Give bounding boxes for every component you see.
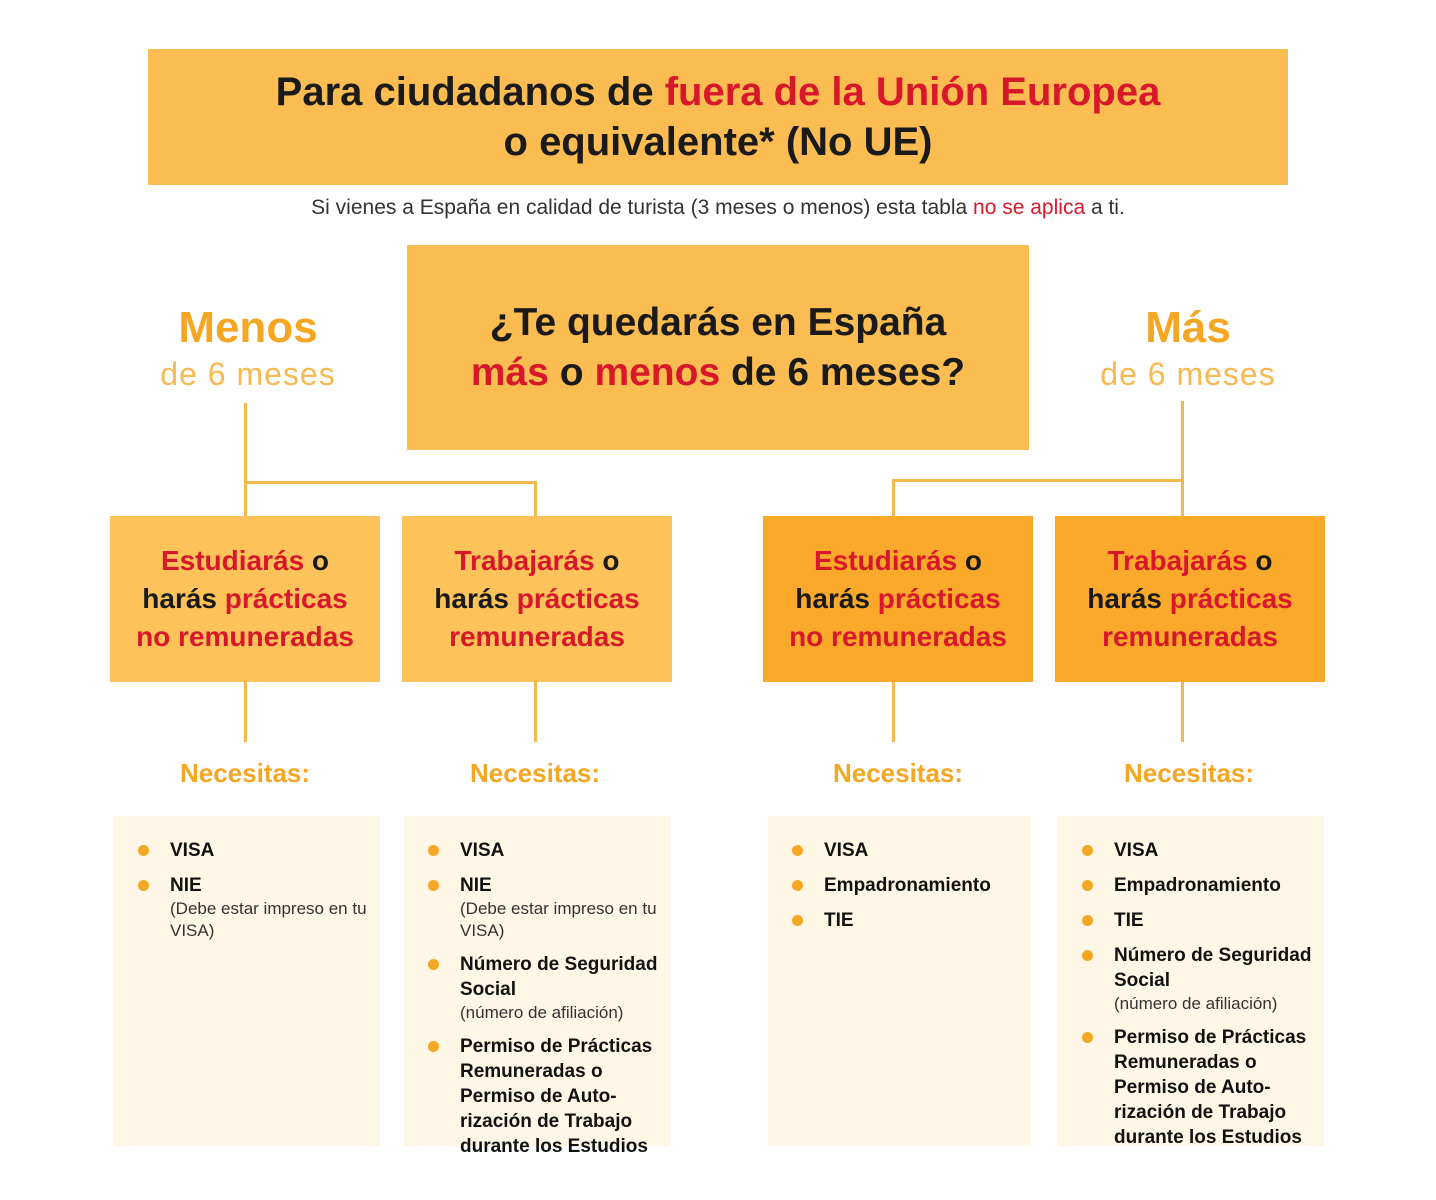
bullet-icon <box>428 880 439 891</box>
choice-tail: no remuneradas <box>136 621 354 652</box>
subtitle-suffix: a ti. <box>1085 196 1125 219</box>
list-item-title: Número de Seguridad Social <box>1114 945 1312 991</box>
choice-practicas: prácticas <box>877 583 1001 614</box>
list-item <box>418 873 660 942</box>
connector-left-horizontal <box>244 481 537 484</box>
choice-tail: remuneradas <box>1102 621 1278 652</box>
requirements-list-study-short <box>114 816 380 1146</box>
header-line-1-prefix: Para ciudadanos de <box>275 70 665 114</box>
choice-box-work-long <box>1055 516 1325 682</box>
list-item-note: (número de afiliación) <box>1114 994 1278 1013</box>
list-item-note: (Debe estar impreso en tu VISA) <box>170 899 367 940</box>
connector-right-drop <box>892 479 895 517</box>
choice-tail: no remuneradas <box>789 621 1007 652</box>
question-line-1: ¿Te quedarás en España <box>489 300 947 344</box>
question-word-o: o <box>548 350 595 394</box>
connector-down-1 <box>244 682 247 742</box>
list-item <box>782 838 1021 863</box>
header-line-1-highlight: fuera de la Unión Europea <box>664 70 1161 114</box>
choice-o: o <box>1247 545 1273 576</box>
list-item <box>1072 943 1314 1015</box>
connector-down-4 <box>1181 682 1184 742</box>
bullet-icon <box>138 880 149 891</box>
branch-heading-mas-big: Más <box>1145 303 1231 352</box>
list-item-note: (número de afiliación) <box>460 1003 624 1022</box>
branch-heading-menos <box>118 302 378 394</box>
choice-haras: harás <box>434 583 517 614</box>
choice-o: o <box>304 545 330 576</box>
bullet-icon <box>1082 845 1093 856</box>
list-item-title: NIE <box>460 875 492 896</box>
necesitas-title: Necesitas: <box>832 758 964 788</box>
list-item-title: VISA <box>460 840 505 861</box>
connector-left-trunk <box>244 403 247 517</box>
connector-left-drop <box>534 481 537 517</box>
question-suffix: de 6 meses? <box>720 350 966 394</box>
header-title-box <box>148 49 1288 185</box>
bullet-icon <box>1082 880 1093 891</box>
list-item-title: TIE <box>1114 910 1144 931</box>
connector-down-2 <box>534 682 537 742</box>
choice-haras: harás <box>1087 583 1170 614</box>
list-item <box>782 908 1021 933</box>
choice-verb: Trabajarás <box>1107 545 1248 576</box>
question-box <box>407 245 1029 450</box>
connector-right-trunk <box>1181 401 1184 517</box>
list-item <box>1072 1025 1314 1150</box>
list-item-title: Empadronamiento <box>1114 875 1281 896</box>
choice-verb: Estudiarás <box>813 545 958 576</box>
bullet-icon <box>1082 1032 1093 1043</box>
bullet-icon <box>792 880 803 891</box>
list-item-title: VISA <box>824 840 869 861</box>
list-item <box>128 873 370 942</box>
choice-box-study-long <box>763 516 1033 682</box>
branch-heading-menos-big: Menos <box>178 303 318 352</box>
bullet-icon <box>428 1041 439 1052</box>
choice-verb: Estudiarás <box>160 545 305 576</box>
choice-haras: harás <box>795 583 878 614</box>
list-item-title: Permiso de Prácticas Remuneradas o Permiso de Auto-rización de Trabajo durante los Estudios <box>1114 1027 1307 1148</box>
list-item-title: Número de Seguridad Social <box>460 954 658 1000</box>
requirements-list-study-long <box>768 816 1031 1146</box>
list-item <box>782 873 1021 898</box>
list-item <box>1072 838 1314 863</box>
bullet-icon <box>792 915 803 926</box>
list-item-title: Empadronamiento <box>824 875 991 896</box>
connector-down-3 <box>892 682 895 742</box>
list-item <box>128 838 370 863</box>
list-item-title: VISA <box>1114 840 1159 861</box>
choice-verb: Trabajarás <box>454 545 595 576</box>
header-line-1 <box>276 67 1161 117</box>
subtitle-highlight: no se aplica <box>973 196 1086 219</box>
choice-practicas: prácticas <box>224 583 348 614</box>
subtitle-prefix: Si vienes a España en calidad de turista (3 meses o menos) esta tabla <box>311 196 974 219</box>
bullet-icon <box>792 845 803 856</box>
branch-heading-menos-small: de 6 meses <box>160 356 336 392</box>
requirements-list-work-short <box>404 816 670 1157</box>
question-word-menos: menos <box>594 350 721 394</box>
bullet-icon <box>138 845 149 856</box>
requirements-list-work-long <box>1058 816 1324 1146</box>
header-line-2: o equivalente* (No UE) <box>503 120 933 164</box>
list-item-title: Permiso de Prácticas Remuneradas o Permiso de Auto-rización de Trabajo durante los Estudios <box>460 1036 653 1157</box>
choice-o: o <box>957 545 983 576</box>
choice-tail: remuneradas <box>449 621 625 652</box>
necesitas-title: Necesitas: <box>179 758 311 788</box>
choice-box-study-short <box>110 516 380 682</box>
list-item-title: VISA <box>170 840 215 861</box>
list-item <box>1072 873 1314 898</box>
list-item-note: (Debe estar impreso en tu VISA) <box>460 899 657 940</box>
list-item <box>418 1034 660 1159</box>
branch-heading-mas <box>1058 302 1318 394</box>
bullet-icon <box>428 845 439 856</box>
list-item-title: NIE <box>170 875 202 896</box>
list-item-title: TIE <box>824 910 854 931</box>
connector-right-horizontal <box>892 479 1184 482</box>
list-item <box>1072 908 1314 933</box>
question-word-mas: más <box>470 350 549 394</box>
bullet-icon <box>1082 915 1093 926</box>
branch-heading-mas-small: de 6 meses <box>1100 356 1276 392</box>
bullet-icon <box>428 959 439 970</box>
choice-o: o <box>594 545 620 576</box>
necesitas-title: Necesitas: <box>469 758 601 788</box>
list-item <box>418 838 660 863</box>
choice-haras: harás <box>142 583 225 614</box>
choice-practicas: prácticas <box>516 583 640 614</box>
necesitas-title: Necesitas: <box>1123 758 1255 788</box>
subtitle-note <box>148 196 1288 220</box>
list-item <box>418 952 660 1024</box>
bullet-icon <box>1082 950 1093 961</box>
choice-box-work-short <box>402 516 672 682</box>
choice-practicas: prácticas <box>1169 583 1293 614</box>
question-line-2 <box>471 348 965 398</box>
